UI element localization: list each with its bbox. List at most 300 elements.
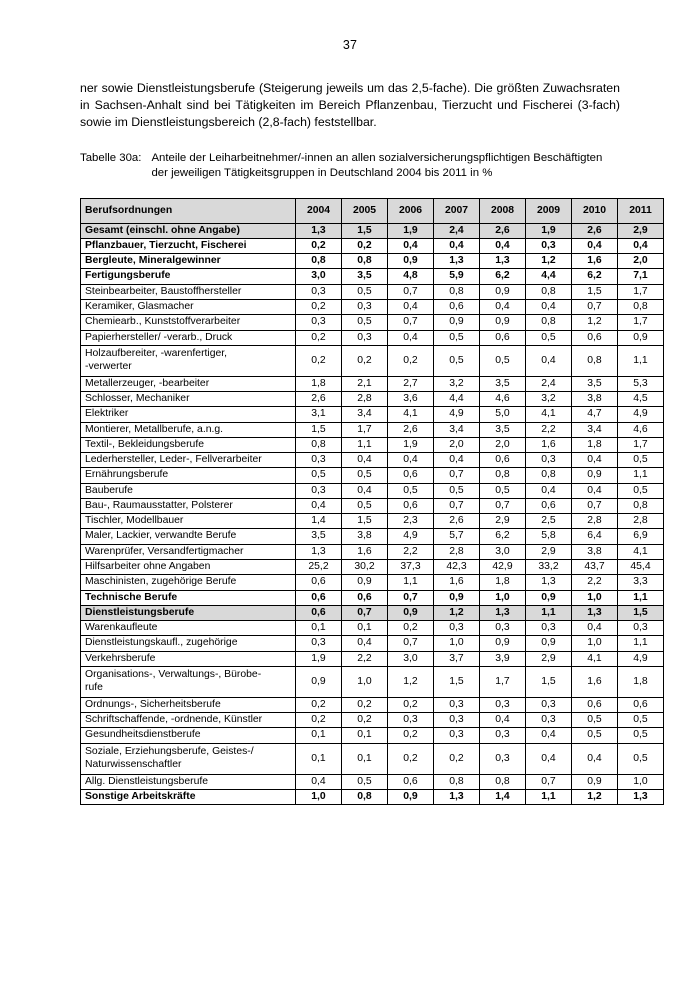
cell-2007: 0,9: [434, 315, 480, 330]
row-label: Maler, Lackier, verwandte Berufe: [81, 529, 296, 544]
cell-2004: 1,3: [296, 544, 342, 559]
cell-2006: 0,2: [388, 621, 434, 636]
cell-2009: 1,6: [526, 437, 572, 452]
cell-2009: 1,1: [526, 605, 572, 620]
cell-2006: 4,1: [388, 407, 434, 422]
column-header-2009: 2009: [526, 198, 572, 223]
cell-2004: 3,0: [296, 269, 342, 284]
cell-2009: 1,2: [526, 254, 572, 269]
cell-2011: 4,6: [618, 422, 664, 437]
cell-2006: 3,6: [388, 392, 434, 407]
cell-2007: 2,4: [434, 223, 480, 238]
cell-2004: 0,6: [296, 575, 342, 590]
cell-2005: 0,5: [342, 315, 388, 330]
cell-2010: 1,6: [572, 254, 618, 269]
table-row: [81, 468, 664, 483]
cell-2009: 4,4: [526, 269, 572, 284]
cell-2009: 1,1: [526, 789, 572, 804]
cell-2009: 0,6: [526, 498, 572, 513]
cell-2008: 3,5: [480, 376, 526, 391]
cell-2006: 3,0: [388, 651, 434, 666]
cell-2004: 25,2: [296, 560, 342, 575]
cell-2008: 0,3: [480, 621, 526, 636]
cell-2006: 0,4: [388, 453, 434, 468]
cell-2005: 0,2: [342, 238, 388, 253]
table-row: [81, 728, 664, 743]
cell-2005: 1,5: [342, 223, 388, 238]
cell-2005: 0,1: [342, 621, 388, 636]
cell-2010: 1,2: [572, 315, 618, 330]
row-label: Metallerzeuger, -bearbeiter: [81, 376, 296, 391]
table-row: [81, 789, 664, 804]
cell-2008: 1,8: [480, 575, 526, 590]
row-label: Verkehrsberufe: [81, 651, 296, 666]
cell-2011: 4,9: [618, 407, 664, 422]
cell-2011: 0,8: [618, 300, 664, 315]
table-row: [81, 300, 664, 315]
cell-2009: 4,1: [526, 407, 572, 422]
row-label: Lederhersteller, Leder-, Fellverarbeiter: [81, 453, 296, 468]
cell-2004: 1,0: [296, 789, 342, 804]
cell-2006: 2,7: [388, 376, 434, 391]
cell-2007: 0,8: [434, 774, 480, 789]
table-header: [81, 198, 664, 223]
cell-2011: 0,5: [618, 743, 664, 774]
row-label: Papierhersteller/ -verarb., Druck: [81, 330, 296, 345]
cell-2010: 2,2: [572, 575, 618, 590]
table-row: [81, 483, 664, 498]
cell-2008: 0,4: [480, 238, 526, 253]
cell-2008: 0,4: [480, 300, 526, 315]
cell-2009: 2,4: [526, 376, 572, 391]
cell-2005: 1,1: [342, 437, 388, 452]
cell-2010: 0,4: [572, 453, 618, 468]
cell-2004: 2,6: [296, 392, 342, 407]
cell-2010: 0,7: [572, 498, 618, 513]
cell-2004: 3,5: [296, 529, 342, 544]
cell-2010: 0,6: [572, 697, 618, 712]
cell-2011: 3,3: [618, 575, 664, 590]
cell-2009: 3,2: [526, 392, 572, 407]
cell-2004: 0,2: [296, 330, 342, 345]
cell-2004: 0,4: [296, 498, 342, 513]
cell-2006: 2,3: [388, 514, 434, 529]
table-row: [81, 666, 664, 697]
row-label: Textil-, Bekleidungsberufe: [81, 437, 296, 452]
table-row: [81, 330, 664, 345]
cell-2009: 0,9: [526, 590, 572, 605]
column-header-2010: 2010: [572, 198, 618, 223]
cell-2007: 0,4: [434, 238, 480, 253]
cell-2008: 2,6: [480, 223, 526, 238]
table-row: [81, 590, 664, 605]
cell-2006: 0,6: [388, 468, 434, 483]
cell-2008: 0,6: [480, 453, 526, 468]
cell-2006: 37,3: [388, 560, 434, 575]
cell-2008: 0,4: [480, 713, 526, 728]
cell-2011: 1,5: [618, 605, 664, 620]
cell-2008: 3,0: [480, 544, 526, 559]
row-label: Bau-, Raumausstatter, Polsterer: [81, 498, 296, 513]
row-label: Dienstleistungsberufe: [81, 605, 296, 620]
cell-2010: 0,4: [572, 743, 618, 774]
page-number: 37: [342, 38, 358, 52]
cell-2009: 0,3: [526, 697, 572, 712]
cell-2005: 3,8: [342, 529, 388, 544]
cell-2004: 0,3: [296, 453, 342, 468]
cell-2008: 0,8: [480, 774, 526, 789]
cell-2010: 3,8: [572, 544, 618, 559]
cell-2005: 0,1: [342, 728, 388, 743]
cell-2009: 2,9: [526, 544, 572, 559]
cell-2006: 0,2: [388, 345, 434, 376]
cell-2009: 1,9: [526, 223, 572, 238]
cell-2010: 0,5: [572, 728, 618, 743]
cell-2007: 0,3: [434, 697, 480, 712]
cell-2005: 0,1: [342, 743, 388, 774]
cell-2005: 1,0: [342, 666, 388, 697]
table-row: [81, 621, 664, 636]
row-label: Montierer, Metallberufe, a.n.g.: [81, 422, 296, 437]
cell-2005: 1,7: [342, 422, 388, 437]
cell-2011: 0,6: [618, 697, 664, 712]
cell-2007: 0,7: [434, 498, 480, 513]
cell-2004: 0,6: [296, 590, 342, 605]
cell-2008: 0,8: [480, 468, 526, 483]
cell-2010: 3,5: [572, 376, 618, 391]
cell-2010: 1,2: [572, 789, 618, 804]
table-row: [81, 453, 664, 468]
row-label: Elektriker: [81, 407, 296, 422]
cell-2011: 1,7: [618, 437, 664, 452]
cell-2009: 0,8: [526, 468, 572, 483]
table-row: [81, 713, 664, 728]
cell-2006: 0,6: [388, 774, 434, 789]
cell-2006: 0,2: [388, 728, 434, 743]
cell-2011: 0,4: [618, 238, 664, 253]
cell-2007: 0,3: [434, 621, 480, 636]
cell-2007: 1,3: [434, 789, 480, 804]
cell-2004: 3,1: [296, 407, 342, 422]
cell-2008: 0,6: [480, 330, 526, 345]
table-row: [81, 437, 664, 452]
cell-2005: 0,9: [342, 575, 388, 590]
cell-2004: 0,6: [296, 605, 342, 620]
cell-2010: 0,9: [572, 774, 618, 789]
cell-2011: 1,1: [618, 590, 664, 605]
cell-2006: 0,7: [388, 636, 434, 651]
cell-2005: 30,2: [342, 560, 388, 575]
cell-2004: 0,2: [296, 300, 342, 315]
cell-2009: 0,5: [526, 330, 572, 345]
cell-2009: 2,2: [526, 422, 572, 437]
cell-2004: 0,2: [296, 697, 342, 712]
cell-2004: 1,9: [296, 651, 342, 666]
body-paragraph: ner sowie Dienstleistungsberufe (Steigerung jeweils um das 2,5-fache). Die größten Zuwachsraten in Sachsen-Anhalt sind bei Tätigkeiten im Bereich Pflanzenbau, Tierzucht und Fischerei (3-fach) sowie im Dienstleistungsbereich (2,8-fach) feststellbar.: [80, 81, 620, 129]
cell-2005: 0,5: [342, 284, 388, 299]
row-label: Sonstige Arbeitskräfte: [81, 789, 296, 804]
cell-2007: 0,5: [434, 483, 480, 498]
row-label: Organisations-, Verwaltungs-, Bürobe- rufe: [81, 666, 296, 697]
cell-2011: 1,1: [618, 345, 664, 376]
cell-2009: 5,8: [526, 529, 572, 544]
cell-2010: 0,5: [572, 713, 618, 728]
cell-2006: 0,4: [388, 330, 434, 345]
cell-2011: 45,4: [618, 560, 664, 575]
column-header-2005: 2005: [342, 198, 388, 223]
cell-2010: 4,7: [572, 407, 618, 422]
cell-2009: 1,3: [526, 575, 572, 590]
cell-2009: 0,8: [526, 315, 572, 330]
cell-2011: 1,1: [618, 468, 664, 483]
cell-2007: 0,6: [434, 300, 480, 315]
cell-2008: 1,4: [480, 789, 526, 804]
cell-2010: 43,7: [572, 560, 618, 575]
cell-2010: 1,8: [572, 437, 618, 452]
cell-2007: 2,6: [434, 514, 480, 529]
cell-2005: 3,5: [342, 269, 388, 284]
cell-2008: 6,2: [480, 529, 526, 544]
cell-2005: 2,8: [342, 392, 388, 407]
cell-2011: 4,1: [618, 544, 664, 559]
table-row: [81, 575, 664, 590]
cell-2009: 33,2: [526, 560, 572, 575]
cell-2005: 1,5: [342, 514, 388, 529]
row-label: Holzaufbereiter, -warenfertiger, -verwerter: [81, 345, 296, 376]
cell-2010: 0,6: [572, 330, 618, 345]
cell-2010: 0,4: [572, 238, 618, 253]
column-header-2008: 2008: [480, 198, 526, 223]
table-row: [81, 223, 664, 238]
cell-2010: 2,6: [572, 223, 618, 238]
cell-2008: 42,9: [480, 560, 526, 575]
cell-2005: 2,2: [342, 651, 388, 666]
cell-2004: 0,3: [296, 315, 342, 330]
table-row: [81, 529, 664, 544]
cell-2006: 0,2: [388, 697, 434, 712]
cell-2005: 3,4: [342, 407, 388, 422]
cell-2008: 0,5: [480, 483, 526, 498]
cell-2008: 0,9: [480, 284, 526, 299]
cell-2011: 2,0: [618, 254, 664, 269]
cell-2004: 1,5: [296, 422, 342, 437]
row-label: Schriftschaffende, -ordnende, Künstler: [81, 713, 296, 728]
table-caption-text: Anteile der Leiharbeitnehmer/-innen an allen sozialversicherungspflichtigen Beschäftigten der jeweiligen Tätigkeitsgruppen in Deutschland 2004 bis 2011 in %: [151, 151, 603, 180]
cell-2011: 1,0: [618, 774, 664, 789]
cell-2004: 0,2: [296, 345, 342, 376]
cell-2006: 2,6: [388, 422, 434, 437]
table-row: [81, 376, 664, 391]
row-label: Hilfsarbeiter ohne Angaben: [81, 560, 296, 575]
cell-2011: 6,9: [618, 529, 664, 544]
cell-2004: 1,3: [296, 223, 342, 238]
cell-2010: 1,0: [572, 590, 618, 605]
row-label: Warenkaufleute: [81, 621, 296, 636]
table-row: [81, 269, 664, 284]
table-caption: [80, 151, 620, 182]
row-label: Pflanzbauer, Tierzucht, Fischerei: [81, 238, 296, 253]
cell-2006: 0,9: [388, 789, 434, 804]
cell-2007: 0,5: [434, 330, 480, 345]
cell-2007: 4,4: [434, 392, 480, 407]
cell-2011: 0,5: [618, 713, 664, 728]
cell-2004: 0,2: [296, 238, 342, 253]
cell-2005: 0,3: [342, 330, 388, 345]
table-row: [81, 284, 664, 299]
cell-2008: 3,9: [480, 651, 526, 666]
cell-2011: 0,5: [618, 483, 664, 498]
table-row: [81, 254, 664, 269]
cell-2009: 2,9: [526, 651, 572, 666]
cell-2008: 1,0: [480, 590, 526, 605]
cell-2011: 0,5: [618, 453, 664, 468]
cell-2009: 0,4: [526, 743, 572, 774]
row-label: Maschinisten, zugehörige Berufe: [81, 575, 296, 590]
cell-2005: 0,4: [342, 453, 388, 468]
cell-2006: 0,5: [388, 483, 434, 498]
cell-2010: 0,4: [572, 483, 618, 498]
table-row: [81, 238, 664, 253]
row-label: Dienstleistungskaufl., zugehörige: [81, 636, 296, 651]
cell-2006: 0,4: [388, 300, 434, 315]
cell-2007: 1,6: [434, 575, 480, 590]
cell-2006: 4,9: [388, 529, 434, 544]
cell-2005: 0,2: [342, 697, 388, 712]
cell-2005: 0,5: [342, 498, 388, 513]
cell-2006: 0,7: [388, 590, 434, 605]
row-label: Gesamt (einschl. ohne Angabe): [81, 223, 296, 238]
cell-2005: 1,6: [342, 544, 388, 559]
cell-2004: 0,1: [296, 621, 342, 636]
cell-2008: 0,9: [480, 315, 526, 330]
cell-2010: 3,8: [572, 392, 618, 407]
row-label: Soziale, Erziehungsberufe, Geistes-/ Naturwissenschaftler: [81, 743, 296, 774]
row-label: Steinbearbeiter, Baustoffhersteller: [81, 284, 296, 299]
table-body: [81, 223, 664, 805]
cell-2006: 2,2: [388, 544, 434, 559]
cell-2007: 0,5: [434, 345, 480, 376]
table-row: [81, 636, 664, 651]
row-label: Warenprüfer, Versandfertigmacher: [81, 544, 296, 559]
cell-2010: 0,7: [572, 300, 618, 315]
cell-2011: 4,5: [618, 392, 664, 407]
cell-2011: 4,9: [618, 651, 664, 666]
cell-2009: 0,4: [526, 345, 572, 376]
row-label: Keramiker, Glasmacher: [81, 300, 296, 315]
row-label: Ordnungs-, Sicherheitsberufe: [81, 697, 296, 712]
cell-2004: 0,9: [296, 666, 342, 697]
cell-2008: 1,3: [480, 254, 526, 269]
cell-2010: 6,2: [572, 269, 618, 284]
table-row: [81, 392, 664, 407]
row-label: Ernährungsberufe: [81, 468, 296, 483]
table-caption-label: Tabelle 30a:: [80, 151, 142, 164]
cell-2008: 0,5: [480, 345, 526, 376]
table-row: [81, 345, 664, 376]
cell-2008: 0,3: [480, 697, 526, 712]
cell-2010: 0,8: [572, 345, 618, 376]
cell-2007: 3,2: [434, 376, 480, 391]
cell-2010: 4,1: [572, 651, 618, 666]
cell-2006: 0,9: [388, 605, 434, 620]
cell-2008: 2,0: [480, 437, 526, 452]
row-label: Chemiearb., Kunststoffverarbeiter: [81, 315, 296, 330]
table-row: [81, 743, 664, 774]
table-row: [81, 315, 664, 330]
cell-2007: 1,2: [434, 605, 480, 620]
cell-2010: 1,0: [572, 636, 618, 651]
table-row: [81, 498, 664, 513]
cell-2010: 1,3: [572, 605, 618, 620]
cell-2005: 0,3: [342, 300, 388, 315]
cell-2007: 1,5: [434, 666, 480, 697]
cell-2009: 0,8: [526, 284, 572, 299]
cell-2007: 1,3: [434, 254, 480, 269]
cell-2011: 0,5: [618, 728, 664, 743]
cell-2007: 5,7: [434, 529, 480, 544]
cell-2005: 0,7: [342, 605, 388, 620]
cell-2009: 0,3: [526, 238, 572, 253]
cell-2006: 1,1: [388, 575, 434, 590]
table-header-row: [81, 198, 664, 223]
column-header-2011: 2011: [618, 198, 664, 223]
cell-2006: 0,7: [388, 315, 434, 330]
cell-2011: 7,1: [618, 269, 664, 284]
column-header-2006: 2006: [388, 198, 434, 223]
cell-2006: 0,4: [388, 238, 434, 253]
cell-2007: 0,2: [434, 743, 480, 774]
cell-2009: 2,5: [526, 514, 572, 529]
row-label: Technische Berufe: [81, 590, 296, 605]
cell-2005: 0,8: [342, 789, 388, 804]
cell-2011: 1,3: [618, 789, 664, 804]
cell-2006: 0,7: [388, 284, 434, 299]
cell-2004: 0,3: [296, 483, 342, 498]
cell-2011: 2,9: [618, 223, 664, 238]
row-label: Fertigungsberufe: [81, 269, 296, 284]
cell-2010: 1,6: [572, 666, 618, 697]
cell-2008: 0,3: [480, 743, 526, 774]
cell-2008: 1,3: [480, 605, 526, 620]
cell-2010: 1,5: [572, 284, 618, 299]
cell-2009: 0,3: [526, 621, 572, 636]
cell-2006: 0,3: [388, 713, 434, 728]
cell-2011: 1,8: [618, 666, 664, 697]
cell-2007: 0,7: [434, 468, 480, 483]
cell-2008: 1,7: [480, 666, 526, 697]
cell-2007: 4,9: [434, 407, 480, 422]
cell-2007: 0,8: [434, 284, 480, 299]
cell-2011: 0,9: [618, 330, 664, 345]
cell-2005: 0,5: [342, 774, 388, 789]
cell-2004: 0,4: [296, 774, 342, 789]
cell-2005: 0,2: [342, 713, 388, 728]
cell-2006: 4,8: [388, 269, 434, 284]
row-label: Bauberufe: [81, 483, 296, 498]
cell-2007: 0,3: [434, 713, 480, 728]
cell-2006: 1,9: [388, 437, 434, 452]
cell-2007: 3,4: [434, 422, 480, 437]
cell-2004: 0,1: [296, 728, 342, 743]
table-row: [81, 560, 664, 575]
cell-2011: 1,1: [618, 636, 664, 651]
cell-2009: 0,3: [526, 453, 572, 468]
cell-2004: 0,2: [296, 713, 342, 728]
cell-2006: 0,2: [388, 743, 434, 774]
cell-2008: 5,0: [480, 407, 526, 422]
cell-2004: 0,8: [296, 437, 342, 452]
cell-2005: 0,4: [342, 636, 388, 651]
